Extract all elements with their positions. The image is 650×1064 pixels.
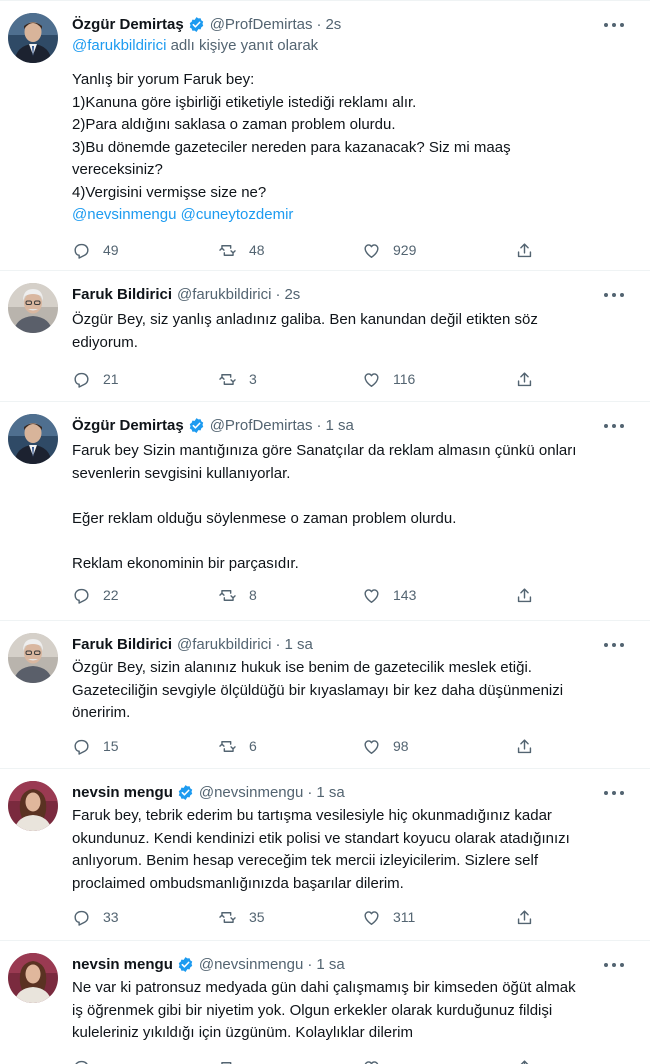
tweet-text-line: Yanlış bir yorum Faruk bey: (72, 71, 255, 88)
share-button[interactable] (515, 1057, 534, 1064)
verified-badge-icon (177, 956, 194, 973)
share-icon (515, 370, 534, 389)
share-icon (515, 241, 534, 260)
separator-dot: · (275, 635, 281, 653)
tweet-text-line: Eğer reklam olduğu söylenmese o zaman problem olurdu. (72, 509, 457, 527)
like-button[interactable] (362, 585, 416, 605)
retweet-count: 8 (249, 587, 257, 603)
like-count: 116 (393, 371, 416, 387)
like-count: 143 (393, 587, 417, 603)
author-name[interactable]: nevsin mengu (72, 955, 173, 973)
avatar-man-gray-icon (8, 283, 58, 333)
tweet-text (72, 69, 632, 227)
tweet-text (72, 977, 632, 1045)
avatar[interactable] (8, 781, 58, 831)
tweet-actions (72, 1057, 542, 1064)
avatar-woman-icon (8, 953, 58, 1003)
more-options-icon[interactable] (604, 787, 624, 799)
tweet[interactable] (0, 271, 650, 402)
tweet-text-line: iş öğrenmek gibi bir niyetim yok. Olgun erkekler olarak kurduğunuz fildişi (72, 1001, 553, 1019)
tweet-text-line: Gazeteciliğin sevgiyle ölçüldüğü bir kıyaslamayı bir kez daha düşünmenizi (72, 681, 564, 699)
reply-icon (72, 908, 91, 927)
tweet-text-line: 2)Para aldığını saklasa o zaman problem olurdu. (72, 116, 396, 133)
share-icon (515, 908, 534, 927)
heart-icon (362, 241, 381, 260)
tweet-actions (72, 736, 542, 756)
reply-context-text: adlı kişiye yanıt olarak (170, 37, 319, 54)
tweet-text-line: Faruk bey, tebrik ederim bu tartışma vesilesiyle hiç okunmadığınız kadar (72, 807, 552, 824)
reply-icon (72, 586, 91, 605)
timestamp[interactable]: 2s (325, 15, 342, 33)
more-options-icon[interactable] (604, 959, 624, 971)
tweet-text (72, 440, 632, 575)
tweet-actions (72, 369, 542, 389)
tweet-text-line: vereceksiniz? (72, 161, 163, 178)
tweet[interactable] (0, 941, 650, 1064)
tweet-text-line: Faruk bey Sizin mantığınıza göre Sanatçılar da reklam almasın çünkü onları (72, 442, 577, 459)
separator-dot: · (275, 285, 281, 303)
like-count: 98 (393, 738, 409, 754)
retweet-button[interactable] (218, 736, 257, 756)
reply-button[interactable] (72, 907, 119, 927)
author-name[interactable]: Özgür Demirtaş (72, 416, 184, 434)
tweet-actions (72, 240, 542, 260)
tweet[interactable] (0, 621, 650, 769)
tweet-text-line: ediyorum. (72, 333, 138, 351)
tweet-text-line: Reklam ekonominin bir parçasıdır. (72, 554, 299, 572)
reply-button[interactable] (72, 240, 119, 260)
tweet-text-line: anlıyorum. Benim hesap vereceğim tek mercii izleyicilerim. Sizlere self (72, 852, 538, 869)
author-handle[interactable]: @farukbildirici (177, 635, 272, 653)
like-button[interactable] (362, 736, 409, 756)
author-handle[interactable]: @ProfDemirtas (209, 15, 313, 33)
share-button[interactable] (515, 240, 534, 260)
mention-line (72, 204, 632, 227)
separator-dot: · (316, 416, 322, 434)
heart-icon (362, 370, 381, 389)
retweet-icon (218, 908, 237, 927)
retweet-button[interactable] (218, 369, 257, 389)
tweet-text-line: proclaimed ombudsmanlığınızda başarılar dilerim. (72, 874, 404, 892)
separator-dot: · (316, 15, 322, 33)
reply-count: 15 (103, 738, 119, 754)
more-options-icon[interactable] (604, 420, 624, 432)
avatar[interactable] (8, 633, 58, 683)
tweet-actions (72, 585, 542, 605)
reply-context (72, 37, 318, 54)
author-name[interactable]: Faruk Bildirici (72, 285, 173, 303)
tweet[interactable] (0, 769, 650, 941)
retweet-count: 35 (249, 909, 265, 925)
retweet-icon (218, 586, 237, 605)
retweet-button[interactable] (218, 585, 257, 605)
retweet-icon (218, 370, 237, 389)
timestamp[interactable]: 1 sa (284, 635, 313, 653)
retweet-button[interactable] (218, 907, 265, 927)
avatar-man-gray-icon (8, 633, 58, 683)
reply-icon (72, 737, 91, 756)
heart-icon (362, 908, 381, 927)
tweet-text-line (72, 530, 632, 553)
share-icon (515, 586, 534, 605)
retweet-count: 48 (249, 242, 265, 258)
reply-count: 49 (103, 242, 119, 258)
separator-dot: · (307, 955, 313, 973)
author-handle[interactable]: @farukbildirici (177, 285, 272, 303)
tweet-text-line: Özgür Bey, siz yanlış anladınız galiba. Ben kanundan değil etikten söz (72, 311, 538, 328)
retweet-icon (218, 737, 237, 756)
more-options-icon[interactable] (604, 19, 624, 31)
avatar[interactable] (8, 414, 58, 464)
avatar[interactable] (8, 953, 58, 1003)
more-options-icon[interactable] (604, 289, 624, 301)
author-name[interactable]: Faruk Bildirici (72, 635, 173, 653)
retweet-icon (218, 241, 237, 260)
like-button[interactable] (362, 369, 415, 389)
tweet-text (72, 309, 632, 354)
avatar-man-suit-icon (8, 13, 58, 63)
reply-count: 22 (103, 587, 119, 603)
mention-link[interactable]: @cuneytozdemir (180, 206, 294, 223)
verified-badge-icon (188, 16, 205, 33)
author-handle[interactable]: @ProfDemirtas (209, 416, 313, 434)
verified-badge-icon (188, 417, 205, 434)
tweet-text (72, 657, 632, 725)
retweet-icon (218, 1058, 237, 1064)
reply-icon (72, 370, 91, 389)
heart-icon (362, 1058, 381, 1064)
tweet-text-line: 3)Bu dönemde gazeteciler nereden para kazanacak? Siz mi maaş (72, 138, 511, 156)
timestamp[interactable]: 2s (284, 285, 301, 303)
tweet-text-line: kuleleriniz yıkıldığı için üzgünüm. Kolaylıklar dilerim (72, 1024, 413, 1041)
avatar[interactable] (8, 283, 58, 333)
author-handle[interactable]: @nevsinmengu (198, 783, 304, 801)
reply-to-mention[interactable]: @farukbildirici (72, 37, 167, 54)
tweet[interactable] (0, 1, 650, 271)
tweet-text-line: öneririm. (72, 704, 131, 721)
reply-icon (72, 241, 91, 260)
retweet-button[interactable] (218, 1057, 237, 1064)
timestamp[interactable]: 1 sa (316, 955, 345, 973)
reply-icon (72, 1058, 91, 1064)
share-button[interactable] (515, 369, 534, 389)
heart-icon (362, 586, 381, 605)
more-options-icon[interactable] (604, 639, 624, 651)
tweet-text-line: 4)Vergisini vermişse size ne? (72, 183, 267, 201)
reply-button[interactable] (72, 369, 119, 389)
separator-dot: · (307, 783, 313, 801)
author-name[interactable]: Özgür Demirtaş (72, 15, 184, 33)
reply-button[interactable] (72, 1057, 91, 1064)
retweet-count: 3 (249, 371, 257, 387)
share-icon (515, 1058, 534, 1064)
timestamp[interactable]: 1 sa (316, 783, 345, 801)
tweet[interactable] (0, 402, 650, 621)
like-button[interactable] (362, 1057, 381, 1064)
share-icon (515, 737, 534, 756)
tweet-text-line: sevenlerin sevgisini kullanıyorlar. (72, 464, 291, 482)
tweet-text-line: Ne var ki patronsuz medyada gün dahi çalışmamış bir kimseden öğüt almak (72, 979, 576, 996)
avatar-woman-icon (8, 781, 58, 831)
share-button[interactable] (515, 736, 534, 756)
author-handle[interactable]: @nevsinmengu (198, 955, 304, 973)
retweet-button[interactable] (218, 240, 265, 260)
tweet-text-line: okundunuz. Kendi kendinizi etik polisi ve standart koyucu olarak atadığınızı (72, 829, 570, 847)
reply-button[interactable] (72, 736, 119, 756)
timestamp[interactable]: 1 sa (325, 416, 354, 434)
like-button[interactable] (362, 907, 415, 927)
heart-icon (362, 737, 381, 756)
author-name[interactable]: nevsin mengu (72, 783, 173, 801)
like-count: 929 (393, 242, 417, 258)
tweet-text (72, 805, 632, 895)
mention-link[interactable]: @nevsinmengu (72, 206, 177, 223)
verified-badge-icon (177, 784, 194, 801)
like-button[interactable] (362, 240, 416, 260)
share-button[interactable] (515, 907, 534, 927)
avatar[interactable] (8, 13, 58, 63)
avatar-man-suit-icon (8, 414, 58, 464)
tweet-text-line: 1)Kanuna göre işbirliği etiketiyle istediği reklamı alır. (72, 93, 417, 111)
like-count: 311 (393, 909, 416, 925)
share-button[interactable] (515, 585, 534, 605)
retweet-count: 6 (249, 738, 257, 754)
reply-count: 21 (103, 371, 119, 387)
reply-button[interactable] (72, 585, 119, 605)
reply-count: 33 (103, 909, 119, 925)
tweet-actions (72, 907, 542, 927)
tweet-text-line: Özgür Bey, sizin alanınız hukuk ise benim de gazetecilik meslek etiği. (72, 659, 532, 676)
tweet-text-line (72, 485, 632, 508)
